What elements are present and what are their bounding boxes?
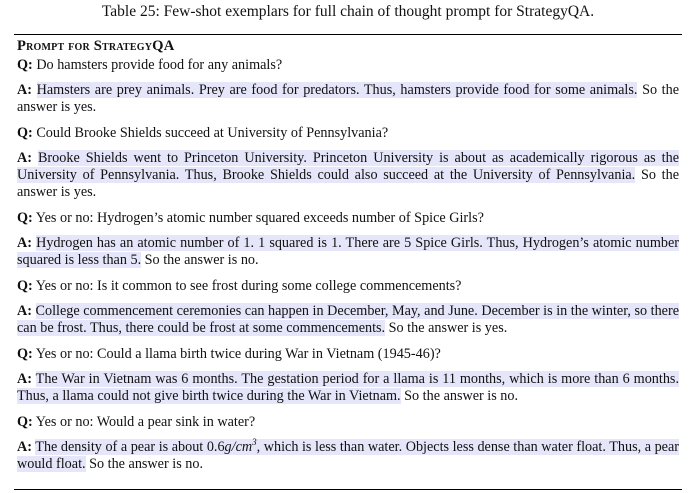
prompt-header: Prompt for StrategyQA xyxy=(17,38,175,54)
highlighted-reasoning: The War in Vietnam was 6 months. The gestation period for a llama is 11 months, which is more than 6 months. Thus, a llama could not give birth twice during the War in Vietnam. xyxy=(17,371,679,404)
question-4 xyxy=(17,278,679,295)
highlighted-reasoning: Brooke Shields went to Princeton University. Princeton University is about as academically rigorous as the University of Pennsylvania. Thus, Brooke Shields could also succeed at the University of Pennsylvania. xyxy=(17,150,679,183)
a-label: A: xyxy=(17,439,32,455)
highlighted-reasoning: Hydrogen has an atomic number of 1. 1 squared is 1. There are 5 Spice Girls. Thus, Hydrogen’s atomic number squared is less than 5. xyxy=(17,235,680,268)
q-label: Q: xyxy=(17,125,33,141)
question-6 xyxy=(17,414,679,431)
a-label: A: xyxy=(17,235,32,251)
final-answer: So the answer is no. xyxy=(144,252,259,268)
question-text: Yes or no: Is it common to see frost during some college commencements? xyxy=(35,278,462,294)
reasoning-after-math: , which is less than water. Objects less dense than water float. Thus, a pear would float. xyxy=(17,439,679,472)
highlighted-reasoning: Hamsters are prey animals. Prey are food for predators. Thus, hamsters provide food for some animals. xyxy=(36,82,638,98)
question-2 xyxy=(17,125,679,142)
final-answer: So the answer is yes. xyxy=(17,82,680,115)
density-exponent: 3 xyxy=(252,437,257,447)
answer-4 xyxy=(17,303,679,337)
q-label: Q: xyxy=(17,278,33,294)
bottom-rule xyxy=(14,489,682,490)
top-rule xyxy=(14,34,682,35)
answer-6 xyxy=(17,439,679,473)
density-unit: g/cm xyxy=(224,439,253,455)
a-label: A: xyxy=(17,371,32,387)
question-text: Do hamsters provide food for any animals? xyxy=(36,57,283,73)
q-label: Q: xyxy=(17,346,33,362)
density-number: 0.6 xyxy=(206,439,225,455)
a-label: A: xyxy=(17,150,32,166)
a-label: A: xyxy=(17,82,32,98)
question-3 xyxy=(17,210,679,227)
table-caption: Table 25: Few-shot exemplars for full chain of thought prompt for StrategyQA. xyxy=(101,3,595,20)
reasoning-before-math: The density of a pear is about xyxy=(35,439,207,455)
answer-1 xyxy=(17,82,679,116)
a-label: A: xyxy=(17,303,32,319)
final-answer: So the answer is no. xyxy=(89,456,203,472)
question-text: Could Brooke Shields succeed at University of Pennsylvania? xyxy=(36,125,389,141)
q-label: Q: xyxy=(17,57,33,73)
final-answer: So the answer is no. xyxy=(404,388,519,404)
question-5 xyxy=(17,346,679,363)
question-1 xyxy=(17,57,679,74)
question-text: Yes or no: Could a llama birth twice during War in Vietnam (1945-46)? xyxy=(35,346,441,362)
final-answer: So the answer is yes. xyxy=(17,167,679,200)
answer-2 xyxy=(17,150,679,201)
answer-5 xyxy=(17,371,679,405)
density-formula xyxy=(207,439,257,455)
q-label: Q: xyxy=(17,210,33,226)
final-answer: So the answer is yes. xyxy=(388,320,508,336)
question-text: Yes or no: Would a pear sink in water? xyxy=(35,414,256,430)
question-text: Yes or no: Hydrogen’s atomic number squared exceeds number of Spice Girls? xyxy=(35,210,484,226)
q-label: Q: xyxy=(17,414,33,430)
prompt-box xyxy=(17,38,679,473)
highlighted-reasoning: College commencement ceremonies can happen in December, May, and June. December is in the winter, so there can be frost. Thus, there could be frost at some commencements. xyxy=(17,303,679,336)
answer-3 xyxy=(17,235,679,269)
